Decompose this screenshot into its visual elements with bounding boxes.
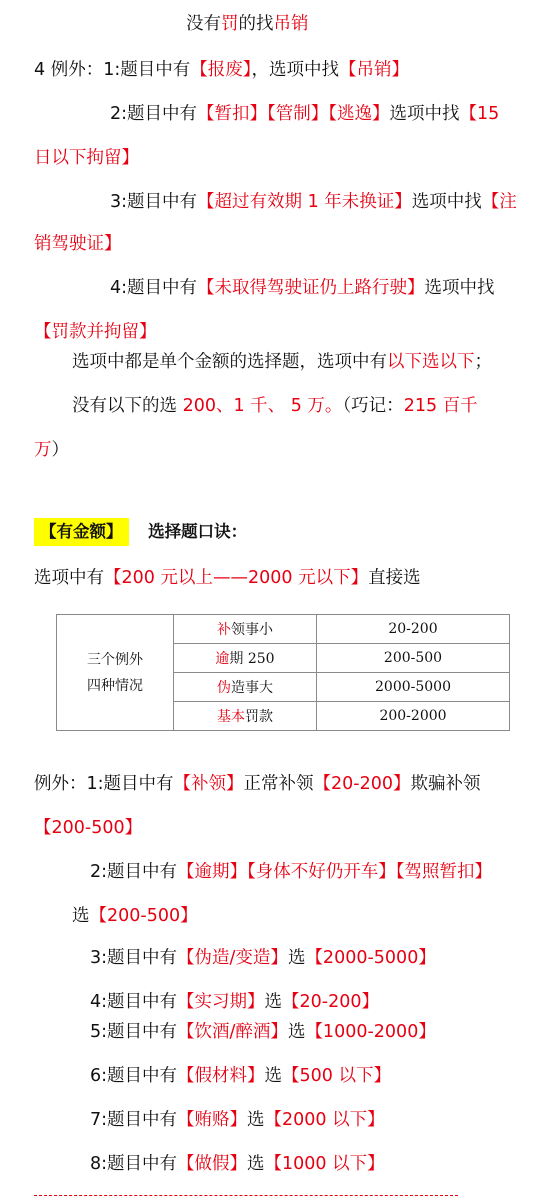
rule-text: 直接选 [368,568,421,588]
rule-keyword: 选 [422,352,440,372]
item-text: 选 [247,1110,265,1130]
section-tag: 【有金额】 [34,518,129,546]
table-left-cell [57,615,174,731]
table-range-cell: 200-2000 [317,702,510,731]
keyword: 【伪造/变造】 [177,948,288,968]
keyword: 【贿赂】 [177,1110,248,1130]
item-num: 例外：1:题目中有 [34,774,174,794]
item-num: 3:题目中有 [110,192,198,212]
keyword: 【逾期】 [177,862,248,882]
table-range-cell: 200-500 [317,644,510,673]
keyword: 【身体不好仍开车】 [247,862,396,882]
keyword: 【吊销】 [338,60,409,80]
keyword: 【暂扣】 [197,104,268,124]
keyword: 【假材料】 [177,1066,265,1086]
item-text: 选 [247,1154,265,1174]
exception-item3 [90,946,436,970]
keyword: 【500 以下】 [282,1066,391,1086]
rule-text: ） [51,440,69,460]
left-line1: 三个例外 [87,651,143,668]
item-text: 选项中找 [424,278,495,298]
exception-item1 [34,772,481,796]
item-num: 1:题目中有 [103,60,191,80]
rule-text: （巧记： [342,396,404,416]
keyword: 【管制】 [267,104,329,124]
rule-keyword: 200、1 千、 5 万。 [182,396,343,416]
top-rule-line [186,12,309,36]
cond-red: 逾 [215,651,230,667]
cond-rest: 领事小 [231,622,273,638]
keyword: 【2000 以下】 [264,1110,385,1130]
cond-red: 基本 [217,709,245,725]
rule-keyword: 215 百千 [403,396,478,416]
keyword: 【实习期】 [177,992,265,1012]
item-text: 欺骗补领 [410,774,481,794]
item-num: 7:题目中有 [90,1110,178,1130]
exception4-item3-cont: 销驾驶证】 [34,234,122,254]
top-text-red-revoke: 吊销 [273,14,309,34]
item-num: 2:题目中有 [110,104,198,124]
money-rule-line1 [72,350,492,374]
direct-rule [34,566,421,590]
section-header [34,518,247,546]
keyword: 【驾照暂扣】 [395,862,493,882]
table-condition-cell [174,702,317,731]
item-num: 2:题目中有 [90,862,178,882]
item-text: 选 [287,948,306,968]
table-range-cell: 20-200 [317,615,510,644]
exception-item2 [90,860,492,884]
item-num: 6:题目中有 [90,1066,178,1086]
item-num: 4:题目中有 [90,992,178,1012]
top-text-1: 没有 [186,14,221,34]
item-text: 选 [287,1022,306,1042]
exception4-item4-cont: 【罚款并拘留】 [34,322,157,342]
keyword: 【做假】 [177,1154,248,1174]
exception4-item2 [110,102,499,126]
cond-red: 伪 [217,680,231,696]
rule-keyword: 以下 [387,352,422,372]
fine-range-table [56,614,510,731]
keyword: 【2000-5000】 [305,948,436,968]
exception-item8 [90,1152,385,1176]
keyword: 【1000-2000】 [305,1022,436,1042]
keyword: 【15 [459,104,500,124]
cond-rest: 期 250 [229,651,275,667]
top-text-2: 的找 [238,14,274,34]
rule-keyword: 以下 [439,352,475,372]
table-condition-cell [174,644,317,673]
item-num: 5:题目中有 [90,1022,178,1042]
rule-text: 选项中有 [34,568,104,588]
exception-item2-cont [72,904,198,928]
keyword: 【1000 以下】 [264,1154,385,1174]
item-text: ，选项中找 [251,60,339,80]
rule-keyword: 【200 元以上——2000 元以下】 [104,568,369,588]
dashed-divider [34,1195,458,1196]
item-text: 选 [72,906,90,926]
item-num: 3:题目中有 [90,948,178,968]
item-num: 8:题目中有 [90,1154,178,1174]
exception-item4 [90,990,379,1014]
left-line2: 四种情况 [87,677,143,694]
keyword: 【200-500】 [89,906,198,926]
exception4-item2-cont: 日以下拘留】 [34,148,139,168]
rule-keyword: 万 [34,440,52,460]
table-condition-cell [174,673,317,702]
cond-rest: 造事大 [231,680,273,696]
exception4-item4 [110,276,495,300]
exception-item5 [90,1020,436,1044]
money-rule-line2 [72,394,478,418]
exception-item1-cont: 【200-500】 [34,818,143,838]
exception4-header: 4 例外： [34,60,104,80]
item-text: 选项中找 [411,192,482,212]
item-text: 选 [264,992,283,1012]
item-num: 4:题目中有 [110,278,198,298]
item-text: 正常补领 [243,774,314,794]
money-rule-line3 [34,438,69,462]
keyword: 【20-200】 [313,774,411,794]
exception4-item1 [34,58,409,82]
cond-red: 补 [217,622,231,638]
rule-text: 选项中都是单个金额的选择题，选项中有 [72,352,387,372]
keyword: 【注 [481,192,517,212]
top-text-red-fine: 罚 [221,14,239,34]
cond-rest: 罚款 [245,709,273,725]
rule-text: ； [474,352,492,372]
keyword: 【超过有效期 1 年未换证】 [197,192,412,212]
table-row [57,615,510,644]
table-range-cell: 2000-5000 [317,673,510,702]
item-text: 选项中找 [389,104,460,124]
section-title: 选择题口诀： [148,522,248,541]
table-condition-cell [174,615,317,644]
exception-item6 [90,1064,391,1088]
keyword: 【饮酒/醉酒】 [177,1022,288,1042]
keyword: 【逃逸】 [328,104,390,124]
keyword: 【20-200】 [282,992,380,1012]
item-text: 选 [264,1066,283,1086]
keyword: 【补领】 [173,774,244,794]
keyword: 【报废】 [190,60,252,80]
rule-text: 没有以下的选 [72,396,177,416]
exception-item7 [90,1108,385,1132]
keyword: 【未取得驾驶证仍上路行驶】 [197,278,425,298]
exception4-item3 [110,190,517,214]
